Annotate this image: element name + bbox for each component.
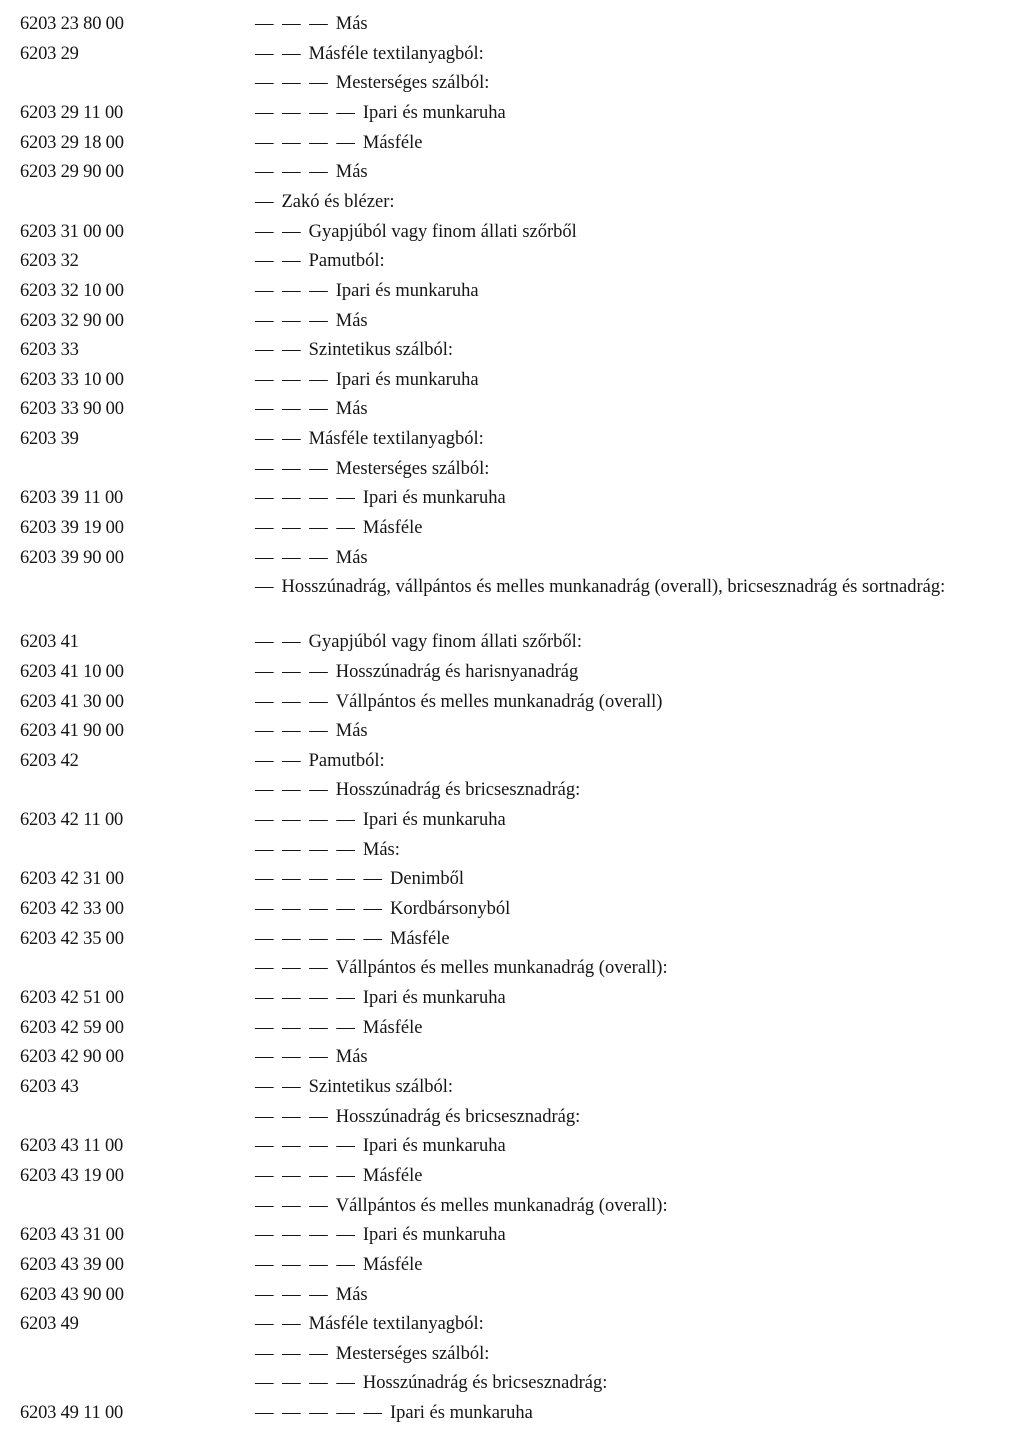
description-text: Másféle textilanyagból: xyxy=(308,1314,484,1335)
tariff-code: 6203 33 xyxy=(20,340,79,361)
indent-dashes: — — xyxy=(255,43,303,64)
tariff-description xyxy=(255,1401,533,1425)
tariff-description xyxy=(255,1371,607,1395)
description-text: Hosszúnadrág és harisnyanadrág xyxy=(335,661,579,682)
description-text: Másféle xyxy=(390,928,450,949)
tariff-code: 6203 42 90 00 xyxy=(20,1047,124,1068)
indent-dashes: — — xyxy=(255,1076,303,1097)
description-text: Más xyxy=(335,399,368,420)
tariff-description xyxy=(255,190,395,214)
tariff-code: 6203 41 90 00 xyxy=(20,721,124,742)
description-text: Más xyxy=(335,1284,368,1305)
tariff-description xyxy=(255,309,368,333)
description-text: Denimből xyxy=(390,869,464,890)
indent-dashes: — — — — — xyxy=(255,899,384,920)
description-text: Más: xyxy=(362,839,400,860)
tariff-description xyxy=(255,690,662,714)
description-text: Szintetikus szálból: xyxy=(308,1076,454,1097)
tariff-description xyxy=(255,1045,368,1069)
tariff-code: 6203 33 10 00 xyxy=(20,369,124,390)
tariff-code: 6203 23 80 00 xyxy=(20,14,124,34)
tariff-description xyxy=(255,397,368,421)
tariff-code: 6203 42 31 00 xyxy=(20,869,124,890)
tariff-description xyxy=(255,1075,453,1099)
description-text: Ipari és munkaruha xyxy=(335,369,479,390)
description-text: Szintetikus szálból: xyxy=(308,340,454,361)
tariff-description xyxy=(255,927,450,951)
indent-dashes: — — — — xyxy=(255,102,357,123)
tariff-code: 6203 43 39 00 xyxy=(20,1254,124,1275)
tariff-code: 6203 42 11 00 xyxy=(20,810,124,831)
description-text: Hosszúnadrág, vállpántos és melles munkanadrág (overall), bricsesznadrág és sortnadrág: xyxy=(281,577,946,598)
tariff-description xyxy=(255,867,464,891)
tariff-description xyxy=(255,338,453,362)
description-text: Hosszúnadrág és bricsesznadrág: xyxy=(335,780,581,801)
tariff-description xyxy=(255,71,489,95)
description-text: Másféle xyxy=(362,1254,423,1275)
tariff-code: 6203 49 11 00 xyxy=(20,1403,124,1424)
tariff-code: 6203 39 xyxy=(20,429,79,450)
tariff-code: 6203 32 90 00 xyxy=(20,310,124,331)
indent-dashes: — — — — xyxy=(255,132,357,153)
tariff-description xyxy=(255,897,510,921)
tariff-code: 6203 43 90 00 xyxy=(20,1284,124,1305)
indent-dashes: — — — — xyxy=(255,518,357,539)
tariff-description xyxy=(255,220,577,244)
description-text: Másféle xyxy=(362,1165,423,1186)
description-text: Kordbársonyból xyxy=(390,899,511,920)
indent-dashes: — — — — xyxy=(255,1225,357,1246)
tariff-description xyxy=(255,1342,489,1366)
description-text: Mesterséges szálból: xyxy=(335,458,490,479)
indent-dashes: — — — xyxy=(255,691,330,712)
indent-dashes: — — — — xyxy=(255,988,357,1008)
tariff-code: 6203 32 xyxy=(20,251,79,272)
indent-dashes: — — — — xyxy=(255,1136,357,1157)
tariff-description xyxy=(255,12,368,36)
indent-dashes: — — xyxy=(255,251,303,272)
description-text: Más xyxy=(335,547,368,568)
tariff-description xyxy=(255,546,368,570)
tariff-description xyxy=(255,575,999,599)
tariff-description xyxy=(255,1164,422,1188)
tariff-description xyxy=(255,131,422,155)
tariff-description xyxy=(255,160,368,184)
indent-dashes: — — xyxy=(255,1314,303,1335)
tariff-description xyxy=(255,660,578,684)
indent-dashes: — — — xyxy=(255,958,330,979)
indent-dashes: — — — — xyxy=(255,1254,357,1275)
description-text: Vállpántos és melles munkanadrág (overall): xyxy=(335,1195,668,1216)
description-text: Pamutból: xyxy=(308,750,385,771)
description-text: Hosszúnadrág és bricsesznadrág: xyxy=(335,1106,581,1127)
indent-dashes: — — — xyxy=(255,369,330,390)
tariff-code: 6203 29 xyxy=(20,43,79,64)
indent-dashes: — — — — — xyxy=(255,1403,384,1424)
indent-dashes: — — — — xyxy=(255,488,357,509)
indent-dashes: — xyxy=(255,577,276,598)
description-text: Más xyxy=(335,162,368,183)
tariff-code: 6203 43 xyxy=(20,1076,79,1097)
indent-dashes: — — — xyxy=(255,162,330,183)
tariff-code: 6203 43 31 00 xyxy=(20,1225,124,1246)
tariff-code: 6203 42 xyxy=(20,750,79,771)
tariff-code: 6203 33 90 00 xyxy=(20,399,124,420)
indent-dashes: — — — — xyxy=(255,1017,357,1038)
tariff-code: 6203 39 11 00 xyxy=(20,488,124,509)
description-text: Ipari és munkaruha xyxy=(362,102,506,123)
tariff-description xyxy=(255,719,368,743)
indent-dashes: — — xyxy=(255,429,303,450)
tariff-description xyxy=(255,749,385,773)
description-text: Más xyxy=(335,1047,368,1068)
indent-dashes: — — — xyxy=(255,458,330,479)
tariff-code: 6203 41 30 00 xyxy=(20,691,124,712)
description-text: Másféle xyxy=(362,132,423,153)
description-text: Másféle xyxy=(362,518,423,539)
tariff-description xyxy=(255,1312,484,1336)
indent-dashes: — — — xyxy=(255,1343,330,1364)
description-text: Másféle textilanyagból: xyxy=(308,429,484,450)
indent-dashes: — — — xyxy=(255,14,330,34)
indent-dashes: — — — xyxy=(255,310,330,331)
tariff-code: 6203 41 xyxy=(20,632,79,653)
tariff-description xyxy=(255,808,506,832)
tariff-description xyxy=(255,101,506,125)
description-text: Másféle textilanyagból: xyxy=(308,43,484,64)
description-text: Mesterséges szálból: xyxy=(335,1343,490,1364)
tariff-description xyxy=(255,1016,422,1040)
tariff-description xyxy=(255,986,506,1010)
indent-dashes: — — — xyxy=(255,780,330,801)
indent-dashes: — — — xyxy=(255,547,330,568)
indent-dashes: — — — xyxy=(255,661,330,682)
indent-dashes: — — — xyxy=(255,1106,330,1127)
description-text: Gyapjúból vagy finom állati szőrből xyxy=(308,221,577,242)
tariff-code: 6203 43 11 00 xyxy=(20,1136,124,1157)
tariff-code: 6203 41 10 00 xyxy=(20,661,124,682)
indent-dashes: — — — xyxy=(255,1284,330,1305)
indent-dashes: — — xyxy=(255,632,303,653)
tariff-code: 6203 29 18 00 xyxy=(20,132,124,153)
tariff-description xyxy=(255,1223,506,1247)
tariff-code: 6203 29 90 00 xyxy=(20,162,124,183)
indent-dashes: — — — — — xyxy=(255,928,384,949)
indent-dashes: — — — — xyxy=(255,1373,357,1394)
tariff-code: 6203 32 10 00 xyxy=(20,280,124,301)
description-text: Ipari és munkaruha xyxy=(362,488,506,509)
tariff-code: 6203 42 51 00 xyxy=(20,988,124,1008)
tariff-description xyxy=(255,1105,580,1129)
indent-dashes: — — xyxy=(255,750,303,771)
tariff-description xyxy=(255,249,385,273)
tariff-code: 6203 39 90 00 xyxy=(20,547,124,568)
tariff-description xyxy=(255,486,506,510)
description-text: Ipari és munkaruha xyxy=(362,988,506,1008)
description-text: Zakó és blézer: xyxy=(281,191,395,212)
indent-dashes: — — — xyxy=(255,280,330,301)
indent-dashes: — — — xyxy=(255,1195,330,1216)
tariff-description xyxy=(255,778,580,802)
indent-dashes: — — xyxy=(255,221,303,242)
indent-dashes: — — — xyxy=(255,1047,330,1068)
tariff-description xyxy=(255,457,489,481)
description-text: Hosszúnadrág és bricsesznadrág: xyxy=(362,1373,608,1394)
description-text: Mesterséges szálból: xyxy=(335,73,490,94)
tariff-code: 6203 42 59 00 xyxy=(20,1017,124,1038)
tariff-code: 6203 31 00 00 xyxy=(20,221,124,242)
indent-dashes: — xyxy=(255,191,276,212)
tariff-description xyxy=(255,1194,668,1218)
tariff-description xyxy=(255,368,479,392)
description-text: Vállpántos és melles munkanadrág (overall): xyxy=(335,958,668,979)
tariff-description xyxy=(255,1134,506,1158)
description-text: Ipari és munkaruha xyxy=(335,280,479,301)
tariff-description xyxy=(255,956,668,980)
description-text: Pamutból: xyxy=(308,251,385,272)
tariff-code: 6203 39 19 00 xyxy=(20,518,124,539)
indent-dashes: — — — — xyxy=(255,839,357,860)
indent-dashes: — — — xyxy=(255,399,330,420)
indent-dashes: — — — — xyxy=(255,810,357,831)
indent-dashes: — — xyxy=(255,340,303,361)
tariff-code: 6203 29 11 00 xyxy=(20,102,124,123)
description-text: Más xyxy=(335,14,368,34)
tariff-description xyxy=(255,516,422,540)
indent-dashes: — — — xyxy=(255,73,330,94)
tariff-description xyxy=(255,1253,422,1277)
tariff-description xyxy=(255,42,484,66)
description-text: Másféle xyxy=(362,1017,423,1038)
indent-dashes: — — — — xyxy=(255,1165,357,1186)
tariff-description xyxy=(255,279,479,303)
description-text: Más xyxy=(335,721,368,742)
description-text: Más xyxy=(335,310,368,331)
tariff-code: 6203 42 33 00 xyxy=(20,899,124,920)
tariff-description xyxy=(255,427,484,451)
tariff-description xyxy=(255,630,582,654)
tariff-code: 6203 43 19 00 xyxy=(20,1165,124,1186)
description-text: Ipari és munkaruha xyxy=(362,1136,506,1157)
description-text: Ipari és munkaruha xyxy=(362,810,506,831)
tariff-code: 6203 49 xyxy=(20,1314,79,1335)
indent-dashes: — — — — — xyxy=(255,869,384,890)
description-text: Vállpántos és melles munkanadrág (overall) xyxy=(335,691,663,712)
description-text: Gyapjúból vagy finom állati szőrből: xyxy=(308,632,582,653)
tariff-description xyxy=(255,838,400,862)
tariff-description xyxy=(255,1283,368,1307)
description-text: Ipari és munkaruha xyxy=(390,1403,533,1424)
tariff-code: 6203 42 35 00 xyxy=(20,928,124,949)
description-text: Ipari és munkaruha xyxy=(362,1225,506,1246)
indent-dashes: — — — xyxy=(255,721,330,742)
